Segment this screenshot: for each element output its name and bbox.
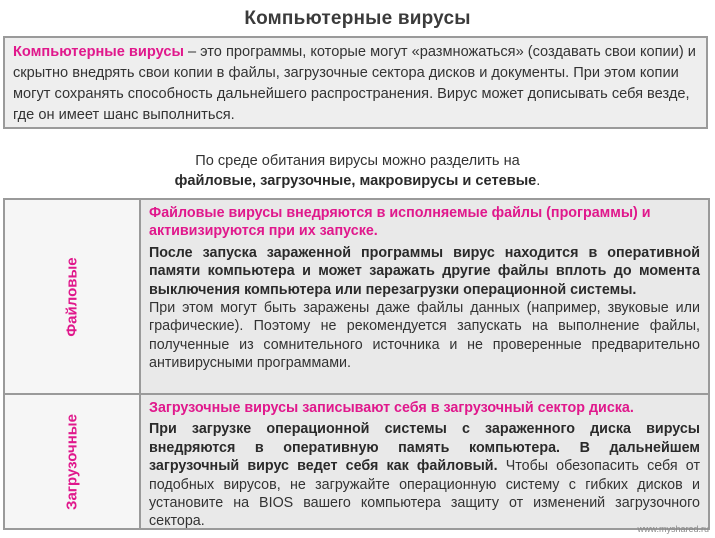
definition-term: Компьютерные вирусы — [13, 44, 184, 60]
boot-viruses-bold-text: При загрузке операционной системы с зараженного диска вирусы внедряются в оперативную память компьютера. В дальнейшем загрузочный вирус ведет себя как файловый. — [149, 421, 700, 475]
row-label-cell — [5, 395, 141, 528]
definition-box — [3, 36, 708, 129]
watermark: www.myshared.ru — [637, 524, 709, 534]
row-content-file — [141, 200, 708, 393]
row-label-cell — [5, 200, 141, 393]
row-label-boot: Загрузочные — [63, 413, 81, 510]
row-label-file: Файловые — [63, 256, 81, 337]
definition-text: – это программы, которые могут «размножаться» (создавать свои копии) и скрытно внедрять свои копии в файлы, загрузочные сектора дисков и документы. При этом копии могут сохранять способность дальнейшего распространения. Вирус может дописывать себя везде, где он имеет шанс выполниться. — [13, 44, 696, 123]
classification-period: . — [536, 173, 541, 189]
table-row-file-viruses — [5, 200, 708, 395]
boot-viruses-text: Чтобы обезопасить себя от подобных вирусов, не загружайте операционную систему с гибких дисков и установите на BIOS вашего компьютера защиту от изменений загрузочного сектора. — [149, 458, 700, 530]
file-viruses-heading: Файловые вирусы внедряются в исполняемые файлы (программы) и активизируются при их запуске. — [149, 205, 651, 240]
classification-types: файловые, загрузочные, макровирусы и сетевые — [174, 173, 537, 189]
table-row-boot-viruses — [5, 395, 708, 528]
virus-types-table — [3, 198, 710, 530]
page-title: Компьютерные вирусы — [244, 8, 471, 29]
classification-line1: По среде обитания вирусы можно разделить на — [195, 153, 520, 169]
file-viruses-text: При этом могут быть заражены даже файлы данных (например, звуковые или графические). Поэтому не рекомендуется запускать на выполнение файлы, полученные из сомнительного источника и не проверенные предварительно антивирусными программами. — [149, 300, 700, 372]
row-content-boot — [141, 395, 708, 528]
file-viruses-bold-text: После запуска зараженной программы вирус находится в оперативной памяти компьютера и может заражать другие файлы вплоть до момента выключения компьютера или перезагрузки операционной системы. — [149, 244, 700, 298]
boot-viruses-heading: Загрузочные вирусы записывают себя в загрузочный сектор диска. — [149, 400, 634, 416]
classification-text — [0, 151, 715, 191]
